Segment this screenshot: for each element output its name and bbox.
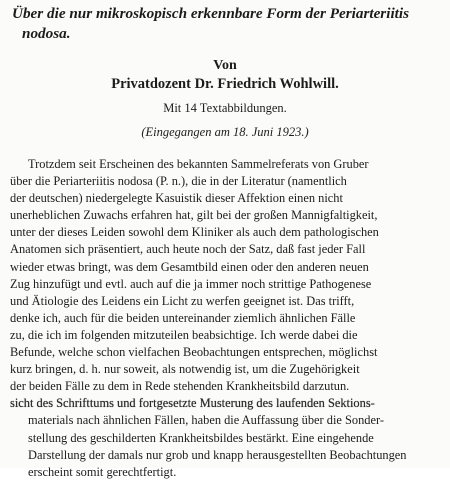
article-title (12, 4, 442, 44)
body-line: materials nach ähnlichen Fällen, haben die Auffassung über die Sonder- (28, 413, 384, 428)
body-line: unerheblichen Zuwachs erfahren hat, gilt bei der großen Mannigfaltigkeit, (10, 208, 378, 223)
body-line: stellung des geschilderten Krankheitsbildes bestärkt. Eine eingehende (28, 430, 374, 445)
body-line: wieder etwas bringt, was dem Gesamtbild einen oder den anderen neuen (10, 259, 369, 274)
body-line: Darstellung der damals nur grob und knapp herausgestellten Beobachtungen (28, 447, 407, 462)
figures-note: Mit 14 Textabbildungen. (163, 101, 287, 115)
body-line: und Ätiologie des Leidens ein Licht zu werfen geeignet ist. Das trifft, (10, 293, 355, 308)
body-line: über die Periarteriitis nodosa (P. n.), die in der Literatur (namentlich (10, 174, 347, 189)
body-line: Befunde, welche schon vielfachen Beobachtungen entsprechen, möglichst (10, 345, 378, 360)
body-line: sicht des Schrifttums und fortgesetzte Musterung des laufenden Sektions- (10, 396, 375, 411)
author-name: Privatdozent Dr. Friedrich Wohlwill. (111, 76, 339, 92)
article-title-line-1: Über die nur mikroskopisch erkennbare Form der Periarteriitis (12, 5, 410, 22)
body-line: erscheint somit gerechtfertigt. (28, 464, 177, 479)
byline-von: Von (213, 58, 237, 73)
body-line: zu, die ich im folgenden mitzuteilen beabsichtige. Ich werde dabei die (10, 327, 358, 342)
body-line: Zug hinzufügt und evtl. auch auf die ja immer noch strittige Pathogenese (10, 276, 372, 291)
body-paragraph (10, 156, 442, 481)
body-line: der deutschen) niedergelegte Kasuistik dieser Affektion einen nicht (10, 191, 343, 206)
body-line: unter der dieses Leiden sowohl dem Kliniker als auch dem pathologischen (10, 225, 379, 240)
body-line: Trotzdem seit Erscheinen des bekannten Sammelreferats von Gruber (28, 157, 369, 171)
body-line: der beiden Fälle zu dem in Rede stehenden Krankheitsbild darzutun. (10, 379, 350, 394)
received-date: (Eingegangen am 18. Juni 1923.) (141, 125, 309, 139)
body-line: Anatomen sich präsentiert, auch heute noch der Satz, daß fast jeder Fall (10, 242, 366, 257)
body-line: kurz bringen, d. h. nur soweit, als notwendig ist, um die Zugehörigkeit (10, 362, 360, 377)
body-line: denke ich, auch für die beiden untereinander ziemlich ähnlichen Fälle (10, 310, 356, 325)
article-title-line-2: nodosa. (22, 25, 71, 42)
